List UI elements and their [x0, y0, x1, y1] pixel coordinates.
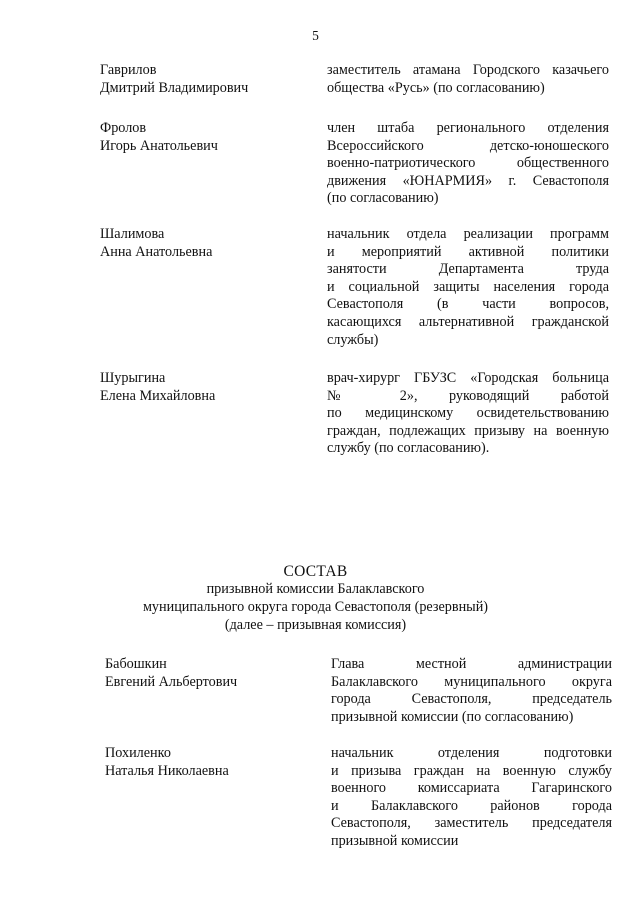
member-role [327, 370, 609, 458]
role-line: города Севастополя, председатель [331, 691, 612, 708]
role-line: и социальной защиты населения города [327, 278, 609, 295]
member-surname: Гаврилов [100, 62, 157, 78]
role-line: член штаба регионального отделения [327, 120, 609, 136]
member-name [105, 745, 305, 780]
role-line: общества «Русь» (по согласованию) [327, 79, 545, 96]
role-line: граждан, подлежащих призыву на военную [327, 422, 609, 439]
member-surname: Бабошкин [105, 656, 167, 672]
role-line: призывной комиссии (по согласованию) [331, 708, 574, 725]
role-line: касающихся альтернативной гражданской [327, 313, 609, 330]
member-name [100, 226, 300, 261]
heading-title: СОСТАВ [283, 563, 348, 580]
member-given-names: Анна Анатольевна [100, 243, 213, 260]
member-role [331, 745, 612, 851]
member-given-names: Елена Михайловна [100, 387, 216, 404]
heading-subtitle-line: муниципального округа города Севастополя (резервный) [142, 598, 489, 615]
member-surname: Фролов [100, 120, 147, 136]
role-line: по медицинскому освидетельствованию [327, 405, 609, 422]
role-line: Глава местной администрации [331, 656, 612, 672]
member-role [327, 62, 609, 97]
member-surname: Шурыгина [100, 370, 166, 386]
member-name [105, 656, 305, 691]
role-line: службы) [327, 331, 379, 348]
member-name [100, 120, 300, 155]
role-line: начальник отделения подготовки [331, 745, 612, 761]
member-given-names: Дмитрий Владимирович [100, 79, 249, 96]
role-line: и мероприятий активной политики [327, 243, 609, 260]
role-line: (по согласованию) [327, 190, 439, 207]
role-line: и Балаклавского районов города [331, 797, 612, 814]
role-line: службу (по согласованию). [327, 440, 490, 457]
member-name [100, 370, 300, 405]
role-line: и призыва граждан на военную службу [331, 762, 612, 779]
role-line: военного комиссариата Гагаринского [331, 780, 612, 797]
member-role [327, 120, 609, 208]
page-number: 5 [312, 28, 319, 43]
role-line: военно-патриотического общественного [327, 155, 609, 172]
role-line: Севастополя (в части вопросов, [327, 296, 609, 313]
member-given-names: Евгений Альбертович [105, 673, 238, 690]
role-line: Севастополя, заместитель председателя [331, 815, 612, 832]
role-line: призывной комиссии [331, 832, 459, 849]
member-surname: Похиленко [105, 745, 171, 761]
role-line: Балаклавского муниципального округа [331, 673, 612, 690]
role-line: врач-хирург ГБУЗС «Городская больница [327, 370, 609, 386]
member-role [327, 226, 609, 349]
member-given-names: Игорь Анатольевич [100, 137, 218, 154]
member-surname: Шалимова [100, 226, 165, 242]
role-line: движения «ЮНАРМИЯ» г. Севастополя [327, 172, 609, 189]
section-heading [0, 563, 631, 634]
member-role [331, 656, 612, 726]
role-line: Всероссийского детско-юношеского [327, 137, 609, 154]
heading-subtitle-line: (далее – призывная комиссия) [224, 616, 407, 633]
role-line: № 2», руководящий работой [327, 387, 609, 404]
role-line: начальник отдела реализации программ [327, 226, 609, 242]
member-given-names: Наталья Николаевна [105, 762, 229, 779]
member-name [100, 62, 300, 97]
role-line: заместитель атамана Городского казачьего [327, 62, 609, 78]
heading-subtitle-line: призывной комиссии Балаклавского [206, 581, 425, 597]
role-line: занятости Департамента труда [327, 261, 609, 278]
